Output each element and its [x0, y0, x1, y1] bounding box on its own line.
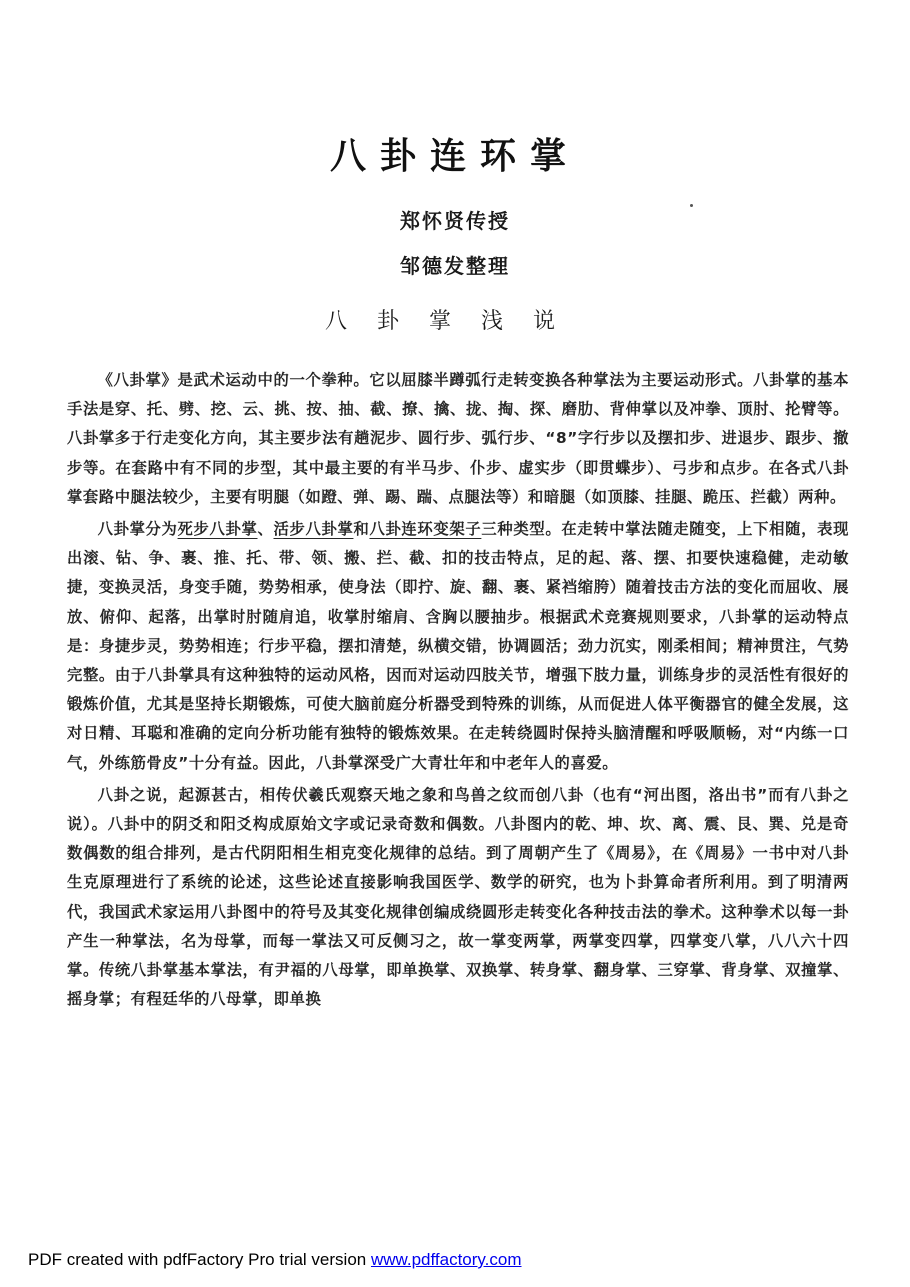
separator: 、: [257, 520, 274, 539]
underlined-term-3: 八卦连环变架子: [369, 520, 482, 539]
pdf-footer: [28, 1250, 522, 1270]
document-body: [67, 366, 849, 1017]
underlined-term-1: 死步八卦掌: [177, 520, 258, 539]
paragraph-3: 八卦之说，起源甚古，相传伏羲氏观察天地之象和鸟兽之纹而创八卦（也有“河出图，洛出书”而有八卦之说）。八卦中的阴爻和阳爻构成原始文字或记录奇数和偶数。八卦图内的乾、坤、坎、离、震、艮、巽、兑是奇数偶数的组合排列，是古代阴阳相生相克变化规律的总结。到了周朝产生了《周易》，在《周易》一书中对八卦生克原理进行了系统的论述，这些论述直接影响我国医学、数学的研究，也为卜卦算命者所利用。到了明清两代，我国武术家运用八卦图中的符号及其变化规律创编成绕圆形走转变化各种技击法的拳术。这种拳术以每一卦产生一种掌法，名为母掌，而每一掌法又可反侧习之，故一掌变两掌，两掌变四掌，四掌变八掌，八八六十四掌。传统八卦掌基本掌法，有尹福的八母掌，即单换掌、双换掌、转身掌、翻身掌、三穿掌、背身掌、双撞掌、摇身掌；有程廷华的八母掌，即单换: [67, 785, 849, 1009]
paragraph-2-lead: 八卦掌分为: [97, 520, 178, 539]
paragraph-2-rest: 三种类型。在走转中掌法随走随变，上下相随，表现出滚、钻、争、裹、推、托、带、领、搬、拦、截、扣的技击特点，足的起、落、摆、扣要快速稳健，走动敏捷，变换灵活，身变手随，势势相承，使身法（即拧、旋、翻、裹、紧裆缩胯）随着技击方法的变化而屈收、展放、俯仰、起落，出掌时肘随肩追，收掌肘缩肩、含胸以腰抽步。根据武术竞赛规则要求，八卦掌的运动特点是：身捷步灵，势势相连；行步平稳，摆扣清楚，纵横交错，协调圆活；劲力沉实，刚柔相间；精神贯注，气势完整。由于八卦掌具有这种独特的运动风格，因而对运动四肢关节，增强下肢力量，训练身步的灵活性有很好的锻炼价值，尤其是坚持长期锻炼，可使大脑前庭分析器受到特殊的训练，从而促进人体平衡器官的健全发展，这对日精、耳聪和准确的定向分析功能有独特的锻炼效果。在走转绕圆时保持头脑清醒和呼吸顺畅，对“内练一口气，外练筋骨皮”十分有益。因此，八卦掌深受广大青壮年和中老年人的喜爱。: [67, 520, 849, 772]
underlined-term-2: 活步八卦掌: [273, 520, 354, 539]
paragraph-2: [67, 515, 849, 778]
author-byline: 郑怀贤传授: [400, 209, 510, 233]
conjunction: 和: [353, 520, 370, 539]
pdffactory-link[interactable]: www.pdffactory.com: [370, 1250, 522, 1269]
speck-mark: [690, 204, 693, 207]
editor-byline: 邹德发整理: [400, 254, 510, 278]
section-title: 八卦掌浅说: [324, 309, 585, 334]
footer-text: PDF created with pdfFactory Pro trial version: [28, 1250, 371, 1269]
document-title: 八卦连环掌: [329, 136, 580, 177]
paragraph-1: 《八卦掌》是武术运动中的一个拳种。它以屈膝半蹲弧行走转变换各种掌法为主要运动形式。八卦掌的基本手法是穿、托、劈、挖、云、挑、按、抽、截、撩、擒、拢、掏、探、磨肋、背伸掌以及冲拳、顶肘、抡臂等。八卦掌多于行走变化方向，其主要步法有趟泥步、圆行步、弧行步、“8”字行步以及摆扣步、进退步、跟步、撤步等。在套路中有不同的步型，其中最主要的有半马步、仆步、虚实步（即贯蝶步）、弓步和点步。在各式八卦掌套路中腿法较少，主要有明腿（如蹬、弹、踢、踹、点腿法等）和暗腿（如顶膝、挂腿、跪压、拦截）两种。: [67, 371, 849, 506]
